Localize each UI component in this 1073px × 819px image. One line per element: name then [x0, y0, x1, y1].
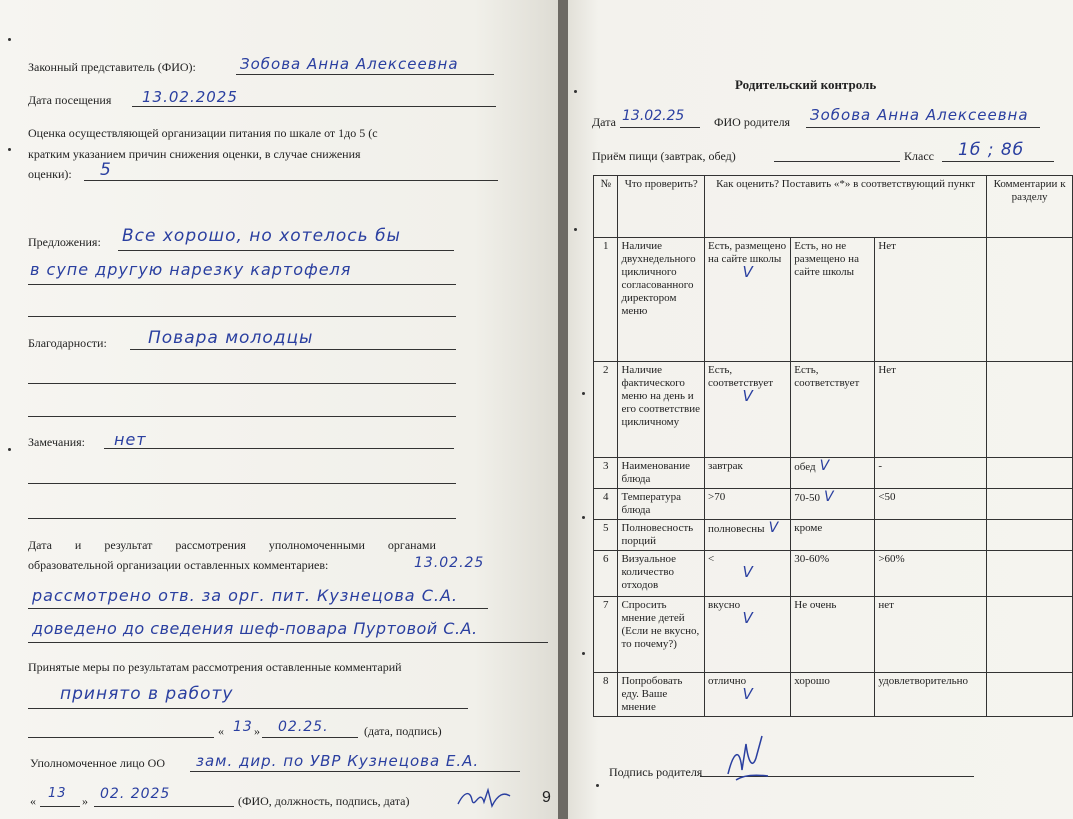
- proposals-line-1: Все хорошо, но хотелось бы: [122, 226, 401, 246]
- row-comment: [987, 362, 1073, 458]
- remarks-underline: [104, 448, 454, 449]
- visit-underline: [132, 106, 496, 107]
- row-what: Спросить мнение детей (Если не вкусно, то почему?): [618, 597, 705, 673]
- official-day-underline: [40, 806, 80, 807]
- row-comment: [987, 489, 1073, 520]
- review-underline-2: [28, 642, 548, 643]
- row-comment: [987, 673, 1073, 717]
- binder-dot: [8, 148, 11, 151]
- table-row: [594, 520, 1073, 551]
- check-mark: V: [742, 387, 753, 405]
- binder-dot: [596, 784, 599, 787]
- parent-signature-mark: [722, 730, 782, 790]
- class-label: Класс: [904, 149, 934, 163]
- official-label: Уполномоченное лицо ОО: [30, 756, 166, 770]
- measures-label: Принятые меры по результатам рассмотрения оставленные комментарий: [28, 660, 402, 674]
- row-what: Наличие двухнедельного цикличного согласованного директором меню: [618, 238, 705, 362]
- thanks-label: Благодарности:: [28, 336, 107, 350]
- rep-label: Законный представитель (ФИО):: [28, 60, 196, 74]
- binder-dot: [582, 392, 585, 395]
- table-header-row: [594, 176, 1073, 238]
- rating-line-3: оценки):: [28, 167, 72, 181]
- proposals-underline-3: [28, 316, 456, 317]
- binder-dot: [574, 90, 577, 93]
- page-number: 9: [542, 789, 551, 806]
- row-option-b: 30-60%: [791, 551, 875, 597]
- table-row: [594, 597, 1073, 673]
- remarks-underline-2: [28, 483, 456, 484]
- table-row: [594, 238, 1073, 362]
- row-option-a: вкусно V: [705, 597, 791, 673]
- row-num: 4: [594, 489, 618, 520]
- measures-value: принято в работу: [60, 684, 234, 704]
- row-comment: [987, 458, 1073, 489]
- proposals-label: Предложения:: [28, 235, 101, 249]
- date-value: 13.02.25: [622, 108, 685, 124]
- row-num: 7: [594, 597, 618, 673]
- row-what: Попробовать еду. Ваше мнение: [618, 673, 705, 717]
- row-comment: [987, 520, 1073, 551]
- table-row: [594, 458, 1073, 489]
- thanks-underline: [130, 349, 456, 350]
- row-option-c: удовлетворительно: [875, 673, 987, 717]
- check-mark: V: [819, 458, 830, 474]
- table-row: [594, 489, 1073, 520]
- table-row: [594, 551, 1073, 597]
- row-option-a: полновесны V: [705, 520, 791, 551]
- table-row: [594, 673, 1073, 717]
- parent-value: Зобова Анна Алексеевна: [810, 106, 1029, 124]
- check-mark: V: [742, 263, 753, 281]
- official-signature-mark: [454, 784, 514, 812]
- official-day: 13: [48, 786, 67, 801]
- visit-label: Дата посещения: [28, 93, 112, 107]
- rating-line-2: кратким указанием причин снижения оценки, в случае снижения: [28, 147, 361, 161]
- signature-label: Подпись родителя: [609, 765, 703, 779]
- binder-dot: [574, 228, 577, 231]
- row-num: 1: [594, 238, 618, 362]
- official-quote-open: «: [30, 794, 36, 808]
- date-underline: [620, 127, 700, 128]
- review-line-1: Дата и результат рассмотрения уполномоченными органами: [28, 538, 436, 552]
- rep-value: Зобова Анна Алексеевна: [240, 55, 459, 73]
- review-hw-1: рассмотрено отв. за орг. пит. Кузнецова С.А.: [32, 586, 458, 605]
- visit-value: 13.02.2025: [142, 88, 238, 106]
- official-quote-close: »: [82, 794, 88, 808]
- check-mark: V: [742, 563, 753, 581]
- row-option-b: обед V: [791, 458, 875, 489]
- rep-underline: [236, 74, 494, 75]
- check-mark: V: [768, 520, 779, 536]
- row-comment: [987, 238, 1073, 362]
- row-num: 6: [594, 551, 618, 597]
- header-comment: Комментарии к разделу: [987, 176, 1073, 238]
- row-what: Наличие фактического меню на день и его соответствие цикличному: [618, 362, 705, 458]
- review-hw-2: доведено до сведения шеф-повара Пуртовой С.А.: [32, 619, 478, 638]
- row-option-a: отлично V: [705, 673, 791, 717]
- measures-sign-label: (дата, подпись): [364, 724, 442, 738]
- row-option-a: >70: [705, 489, 791, 520]
- row-what: Визуальное количество отходов: [618, 551, 705, 597]
- rating-line-1: Оценка осуществляющей организации питания по шкале от 1до 5 (с: [28, 126, 378, 140]
- row-num: 3: [594, 458, 618, 489]
- row-num: 5: [594, 520, 618, 551]
- row-option-c: -: [875, 458, 987, 489]
- official-value: зам. дир. по УВР Кузнецова Е.А.: [196, 752, 480, 770]
- row-option-b: Не очень: [791, 597, 875, 673]
- class-value: 1б ; 8б: [958, 140, 1025, 160]
- row-option-c: нет: [875, 597, 987, 673]
- review-line-2: образовательной организации оставленных комментариев:: [28, 558, 329, 572]
- rating-underline: [84, 180, 498, 181]
- row-option-b: кроме: [791, 520, 875, 551]
- row-option-b: 70-50 V: [791, 489, 875, 520]
- parent-label: ФИО родителя: [714, 115, 791, 129]
- proposals-underline-1: [118, 250, 454, 251]
- measures-quote-open: «: [218, 724, 224, 738]
- row-option-c: Нет: [875, 362, 987, 458]
- official-date: 02. 2025: [100, 786, 171, 802]
- review-underline-1: [28, 608, 488, 609]
- date-label: Дата: [592, 115, 616, 129]
- measures-month: 02.25.: [278, 719, 329, 735]
- rating-value: 5: [100, 160, 112, 180]
- row-what: Полновесность порций: [618, 520, 705, 551]
- meal-underline: [774, 161, 900, 162]
- control-table: [593, 175, 1073, 717]
- review-date: 13.02.25: [414, 555, 485, 571]
- proposals-underline-2: [28, 284, 456, 285]
- binder-dot: [582, 652, 585, 655]
- row-num: 2: [594, 362, 618, 458]
- class-underline: [942, 161, 1054, 162]
- check-mark: V: [742, 685, 753, 703]
- remarks-value: нет: [114, 430, 147, 449]
- check-mark: V: [742, 609, 753, 627]
- meal-label: Приём пищи (завтрак, обед): [592, 149, 736, 163]
- row-option-a: Есть, соответствует V: [705, 362, 791, 458]
- row-num: 8: [594, 673, 618, 717]
- row-option-c: [875, 520, 987, 551]
- row-option-c: >60%: [875, 551, 987, 597]
- parent-underline: [806, 127, 1040, 128]
- thanks-underline-2: [28, 383, 456, 384]
- check-mark: V: [823, 489, 834, 505]
- form-title: Родительский контроль: [735, 77, 877, 92]
- binder-dot: [8, 448, 11, 451]
- row-option-b: Есть, соответствует: [791, 362, 875, 458]
- measures-date-underline: [262, 737, 358, 738]
- row-option-c: Нет: [875, 238, 987, 362]
- row-option-c: <50: [875, 489, 987, 520]
- binder-dot: [8, 38, 11, 41]
- header-how: Как оценить? Поставить «*» в соответствующий пункт: [705, 176, 987, 238]
- row-comment: [987, 551, 1073, 597]
- thanks-value: Повара молодцы: [148, 328, 314, 348]
- official-date-underline: [94, 806, 234, 807]
- binder-dot: [582, 516, 585, 519]
- measures-day: 13: [233, 719, 253, 735]
- row-option-a: Есть, размещено на сайте школы V: [705, 238, 791, 362]
- table-row: [594, 362, 1073, 458]
- measures-sign-underline: [28, 737, 214, 738]
- row-option-b: хорошо: [791, 673, 875, 717]
- header-num: №: [594, 176, 618, 238]
- row-what: Наименование блюда: [618, 458, 705, 489]
- measures-underline: [28, 708, 468, 709]
- official-sign-label: (ФИО, должность, подпись, дата): [238, 794, 410, 808]
- thanks-underline-3: [28, 416, 456, 417]
- row-option-b: Есть, но не размещено на сайте школы: [791, 238, 875, 362]
- row-option-a: < V: [705, 551, 791, 597]
- remarks-underline-3: [28, 518, 456, 519]
- header-what: Что проверить?: [618, 176, 705, 238]
- row-comment: [987, 597, 1073, 673]
- proposals-line-2: в супе другую нарезку картофеля: [30, 260, 352, 279]
- row-what: Температура блюда: [618, 489, 705, 520]
- remarks-label: Замечания:: [28, 435, 86, 449]
- measures-quote-close: »: [254, 724, 260, 738]
- official-underline: [190, 771, 520, 772]
- row-option-a: завтрак: [705, 458, 791, 489]
